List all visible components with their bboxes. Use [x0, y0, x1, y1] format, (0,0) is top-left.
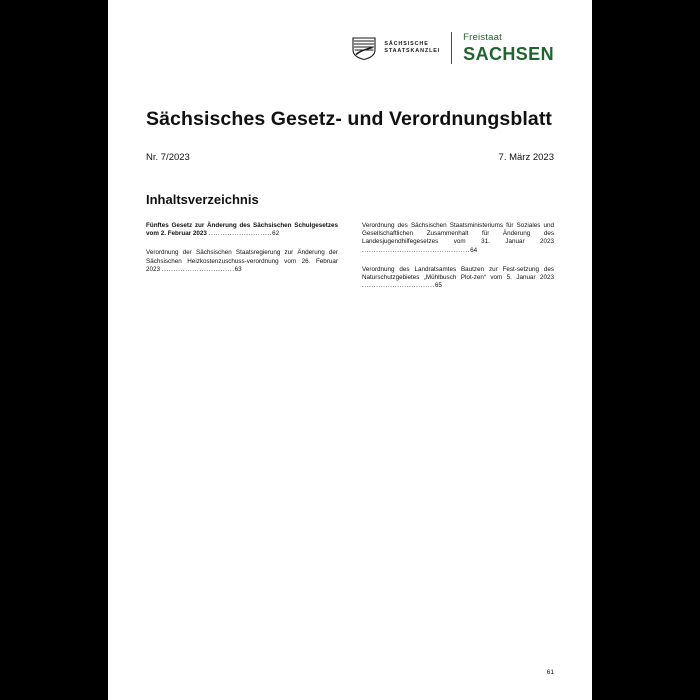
logo-sachsen-label: SACHSEN: [463, 43, 554, 64]
saxony-coat-of-arms-icon: [351, 35, 377, 61]
page-title: Sächsisches Gesetz- und Verordnungsblatt: [146, 108, 553, 130]
logo-freistaat-label: Freistaat: [463, 32, 502, 44]
issue-number: Nr. 7/2023: [146, 152, 190, 163]
toc-entry-title: Verordnung der Sächsischen Staatsregierung zur Änderung der Sächsischen Heizkostenzuschuss-verordnung vom 26. Februar 2023: [146, 249, 338, 273]
staatskanzlei-label: [384, 41, 440, 56]
staatskanzlei-logo: [351, 35, 440, 61]
toc-entry[interactable]: [362, 266, 554, 291]
toc-entry-page: 65: [434, 282, 442, 290]
issue-date: 7. März 2023: [498, 152, 554, 163]
toc-entry-title: Verordnung des Sächsischen Staatsministeriums für Soziales und Gesellschaftlichen Zusammenhalt für Änderung des Landesjugendhilfegesetzes vom 31. Januar 2023: [362, 222, 554, 246]
toc-entry-dots: ...............................: [362, 282, 435, 290]
toc-entry-title: Fünftes Gesetz zur Änderung des Sächsischen Schulgesetzes vom 2. Februar 2023: [146, 222, 338, 238]
logo-block: [351, 28, 554, 68]
logo-line1: SÄCHSISCHE: [384, 40, 429, 47]
issue-row: [146, 152, 554, 163]
document-page: [108, 0, 592, 700]
toc-entry[interactable]: [146, 222, 338, 238]
toc-entry[interactable]: [146, 249, 338, 274]
toc-entry-page: 63: [234, 265, 242, 273]
toc-entry-title: Verordnung des Landratsamtes Bautzen zur Fest-setzung des Naturschutzgebietes „Mühlbusch Plot-zen“ vom 5. Januar 2023: [362, 265, 554, 282]
toc-entry-dots: ...............................: [161, 265, 235, 273]
page-number: 61: [546, 669, 554, 676]
logo-line2: STAATSKANZLEI: [384, 48, 441, 54]
toc-column-right: [362, 222, 554, 301]
toc-entry-dots: ...........................: [208, 230, 273, 238]
toc-entry-dots: ..............................................: [362, 246, 471, 254]
logo-divider: [451, 32, 452, 64]
toc-entry-page: 64: [470, 246, 478, 254]
toc-entry-page: 62: [272, 230, 280, 238]
toc-heading: Inhaltsverzeichnis: [146, 192, 259, 207]
toc-entry[interactable]: [362, 222, 554, 255]
toc-column-left: [146, 222, 338, 301]
freistaat-sachsen-logo: [463, 33, 554, 63]
toc-columns: [146, 222, 554, 301]
